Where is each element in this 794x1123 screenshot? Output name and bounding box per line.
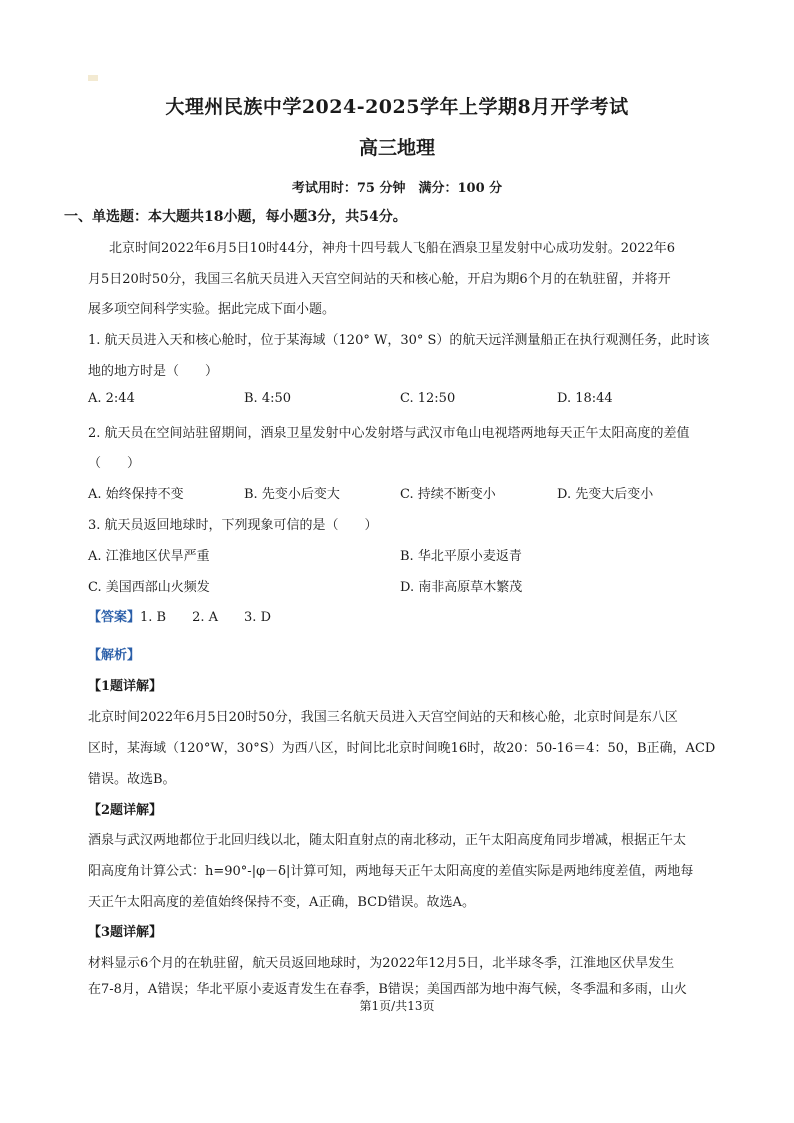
page-number: 第1页/共13页 <box>359 999 435 1013</box>
answer-tag: 【答案】 <box>88 610 141 625</box>
scan-mark <box>88 75 98 81</box>
analysis-1-line-2: 区时，某海域（120°W，30°S）为西八区，时间比北京时间晚16时，故20：50-16＝4：50，B正确，ACD <box>88 741 716 756</box>
answer-text: 1. B 2. A 3. D <box>140 610 271 625</box>
question-3-option-d: D. 南非高原草木繁茂 <box>400 580 523 595</box>
exam-info: 考试用时：75 分钟 满分：100 分 <box>291 181 503 196</box>
analysis-2-tag: 【2题详解】 <box>88 803 163 818</box>
question-1-option-a: A. 2:44 <box>88 391 135 406</box>
question-1-stem: 1. 航天员进入天和核心舱时，位于某海域（120° W，30° S）的航天远洋测量船正在执行观测任务，此时该 <box>88 333 710 348</box>
analysis-3-line-1: 材料显示6个月的在轨驻留，航天员返回地球时，为2022年12月5日，北半球冬季，江淮地区伏旱发生 <box>88 956 675 971</box>
question-1-option-b: B. 4:50 <box>244 391 292 406</box>
question-1-option-c: C. 12:50 <box>400 391 456 406</box>
section-heading: 一、单选题：本大题共18小题，每小题3分，共54分。 <box>64 209 407 225</box>
question-3-stem: 3. 航天员返回地球时，下列现象可信的是（ ） <box>88 518 378 533</box>
analysis-1-line-1: 北京时间2022年6月5日20时50分，我国三名航天员进入天宫空间站的天和核心舱，北京时间是东八区 <box>88 710 678 725</box>
passage-line-1: 北京时间2022年6月5日10时44分，神舟十四号载人飞船在酒泉卫星发射中心成功发射。2022年6 <box>109 241 676 256</box>
analysis-1-line-3: 错误。故选B。 <box>88 772 176 787</box>
analysis-2-line-3: 天正午太阳高度的差值始终保持不变，A正确，BCD错误。故选A。 <box>88 895 475 910</box>
analysis-3-tag: 【3题详解】 <box>88 925 163 940</box>
answer-line <box>88 606 271 625</box>
analysis-1-tag: 【1题详解】 <box>88 679 163 694</box>
analysis-3-line-2: 在7-8月，A错误；华北平原小麦返青发生在春季，B错误；美国西部为地中海气候，冬季温和多雨，山火 <box>88 982 687 997</box>
analysis-tag: 【解析】 <box>88 648 141 663</box>
passage-line-2: 月5日20时50分，我国三名航天员进入天宫空间站的天和核心舱，开启为期6个月的在轨驻留，并将开 <box>88 272 671 287</box>
page-title: 大理州民族中学2024-2025学年上学期8月开学考试 <box>165 96 629 118</box>
question-2-stem-cont: （ ） <box>88 456 141 471</box>
question-1-stem-cont: 地的地方时是（ ） <box>88 364 219 379</box>
question-3-option-b: B. 华北平原小麦返青 <box>400 549 522 564</box>
question-2-option-c: C. 持续不断变小 <box>400 487 496 502</box>
analysis-2-line-1: 酒泉与武汉两地都位于北回归线以北，随太阳直射点的南北移动，正午太阳高度角同步增减，根据正午太 <box>88 833 687 848</box>
question-3-option-a: A. 江淮地区伏旱严重 <box>88 549 210 564</box>
page-subtitle: 高三地理 <box>358 137 435 159</box>
question-2-option-a: A. 始终保持不变 <box>88 487 184 502</box>
analysis-2-line-2: 阳高度角计算公式：h=90°-|φ－δ|计算可知，两地每天正午太阳高度的差值实际是两地纬度差值，两地每 <box>88 864 694 879</box>
question-2-option-d: D. 先变大后变小 <box>557 487 654 502</box>
passage-line-3: 展多项空间科学实验。据此完成下面小题。 <box>88 302 336 317</box>
question-3-option-c: C. 美国西部山火频发 <box>88 580 210 595</box>
question-2-stem: 2. 航天员在空间站驻留期间，酒泉卫星发射中心发射塔与武汉市龟山电视塔两地每天正午太阳高度的差值 <box>88 426 690 441</box>
question-2-option-b: B. 先变小后变大 <box>244 487 340 502</box>
question-1-option-d: D. 18:44 <box>557 391 613 406</box>
